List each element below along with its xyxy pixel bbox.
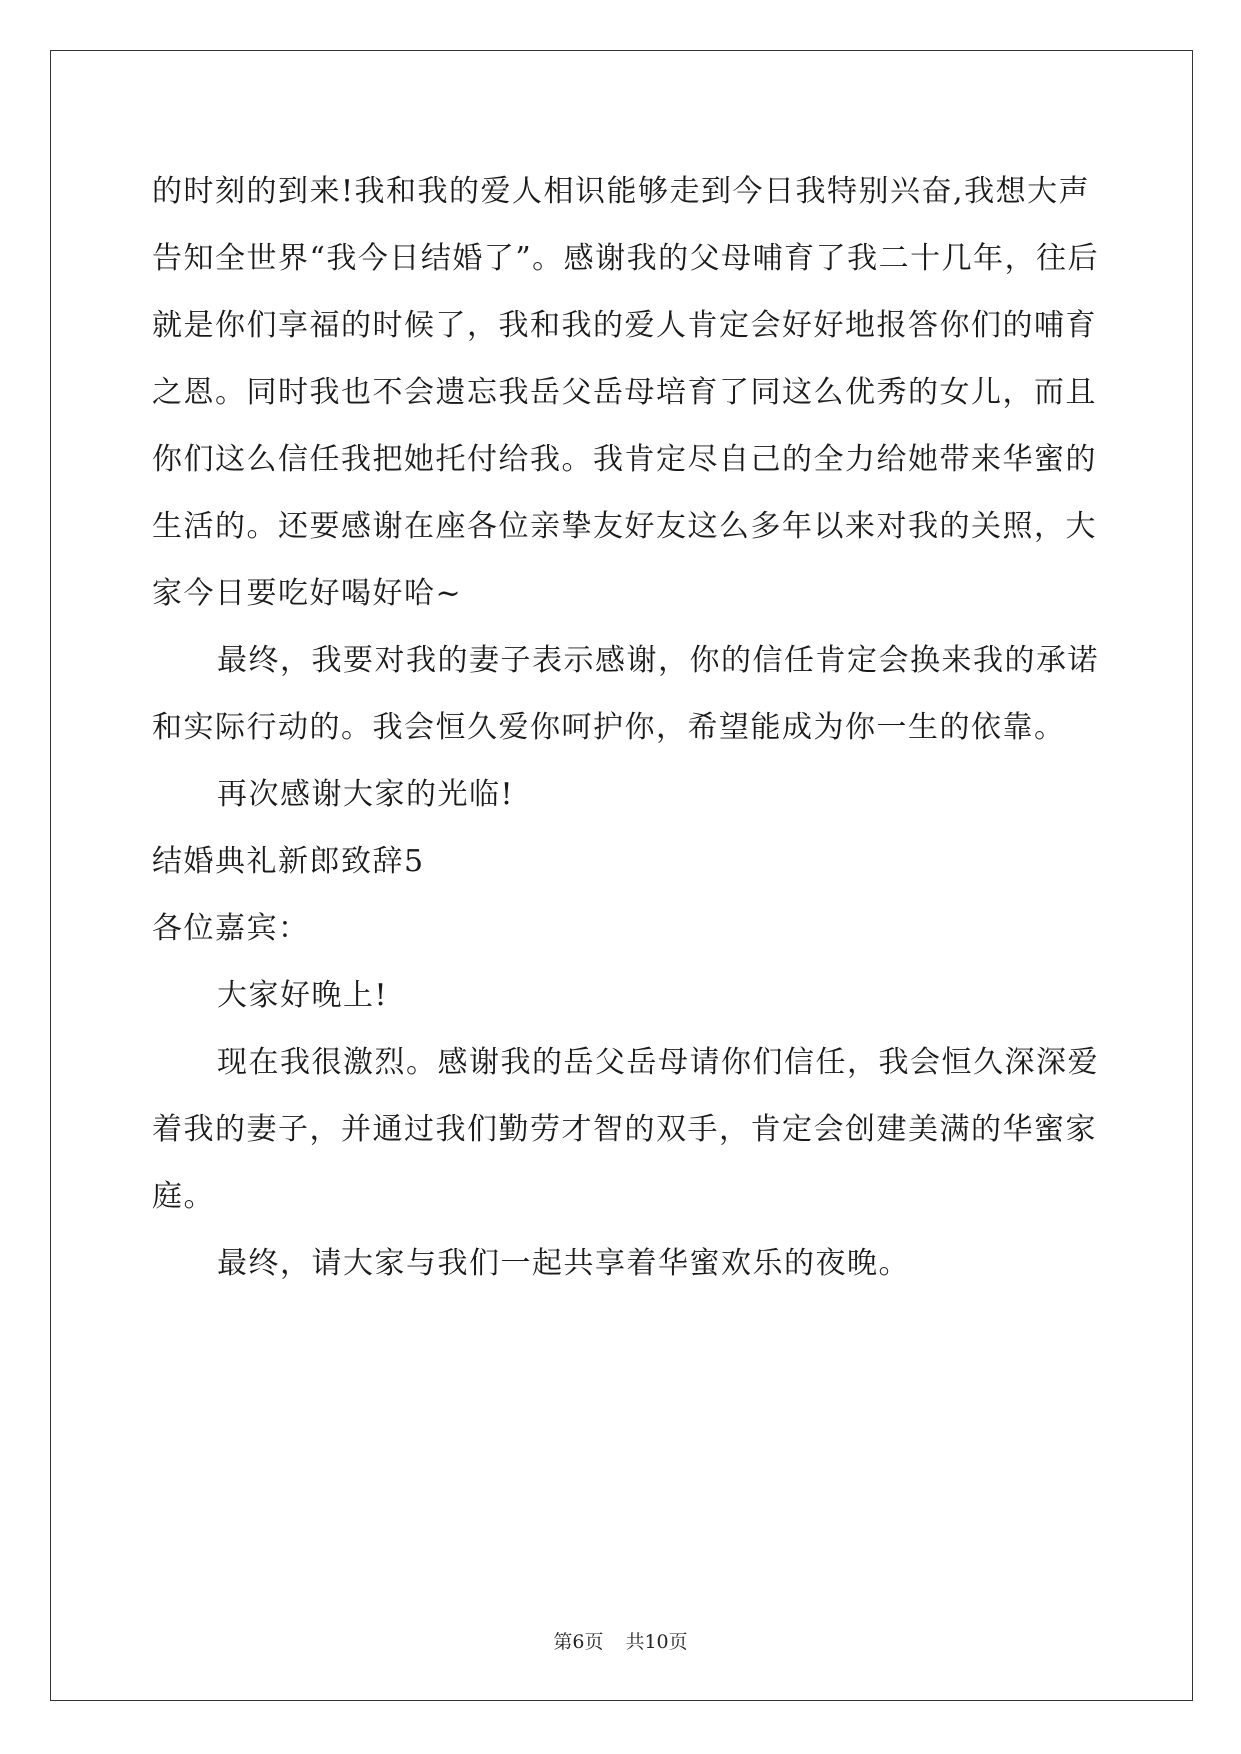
- paragraph-line: 现在我很激烈。感谢我的岳父岳母请你们信任，我会恒久深深爱: [217, 1045, 1099, 1080]
- page-number-total: 共10页: [625, 1631, 688, 1653]
- paragraph-line: 就是你们享福的时候了，我和我的爱人肯定会好好地报答你们的哺育: [152, 308, 1097, 343]
- paragraph-line: 告知全世界“我今日结婚了”。感谢我的父母哺育了我二十几年，往后: [152, 241, 1100, 276]
- paragraph-line: 生活的。还要感谢在座各位亲挚友好友这么多年以来对我的关照，大: [152, 509, 1097, 544]
- section-heading: 结婚典礼新郎致辞5: [152, 844, 425, 879]
- paragraph-line: 家今日要吃好喝好哈~: [152, 576, 463, 611]
- paragraph-line: 最终，我要对我的妻子表示感谢，你的信任肯定会换来我的承诺: [217, 643, 1099, 678]
- page-footer: [0, 1627, 1241, 1654]
- paragraph-line: 你们这么信任我把她托付给我。我肯定尽自己的全力给她带来华蜜的: [152, 442, 1097, 477]
- paragraph-line: 最终，请大家与我们一起共享着华蜜欢乐的夜晚。: [217, 1246, 910, 1281]
- paragraph-line: 再次感谢大家的光临!: [217, 777, 515, 812]
- paragraph-line: 着我的妻子，并通过我们勤劳才智的双手，肯定会创建美满的华蜜家: [152, 1112, 1097, 1147]
- paragraph-line: 之恩。同时我也不会遗忘我岳父岳母培育了同这么优秀的女儿，而且: [152, 375, 1097, 410]
- salutation: 各位嘉宾：: [152, 911, 310, 946]
- paragraph-line: 的时刻的到来!我和我的爱人相识能够走到今日我特别兴奋,我想大声: [152, 174, 1091, 209]
- document-body: [152, 158, 1100, 1297]
- paragraph-line: 和实际行动的。我会恒久爱你呵护你，希望能成为你一生的依靠。: [152, 710, 1066, 745]
- paragraph-line: 庭。: [152, 1179, 215, 1214]
- page-number-current: 第6页: [553, 1631, 604, 1653]
- greeting-line: 大家好晚上!: [217, 978, 389, 1013]
